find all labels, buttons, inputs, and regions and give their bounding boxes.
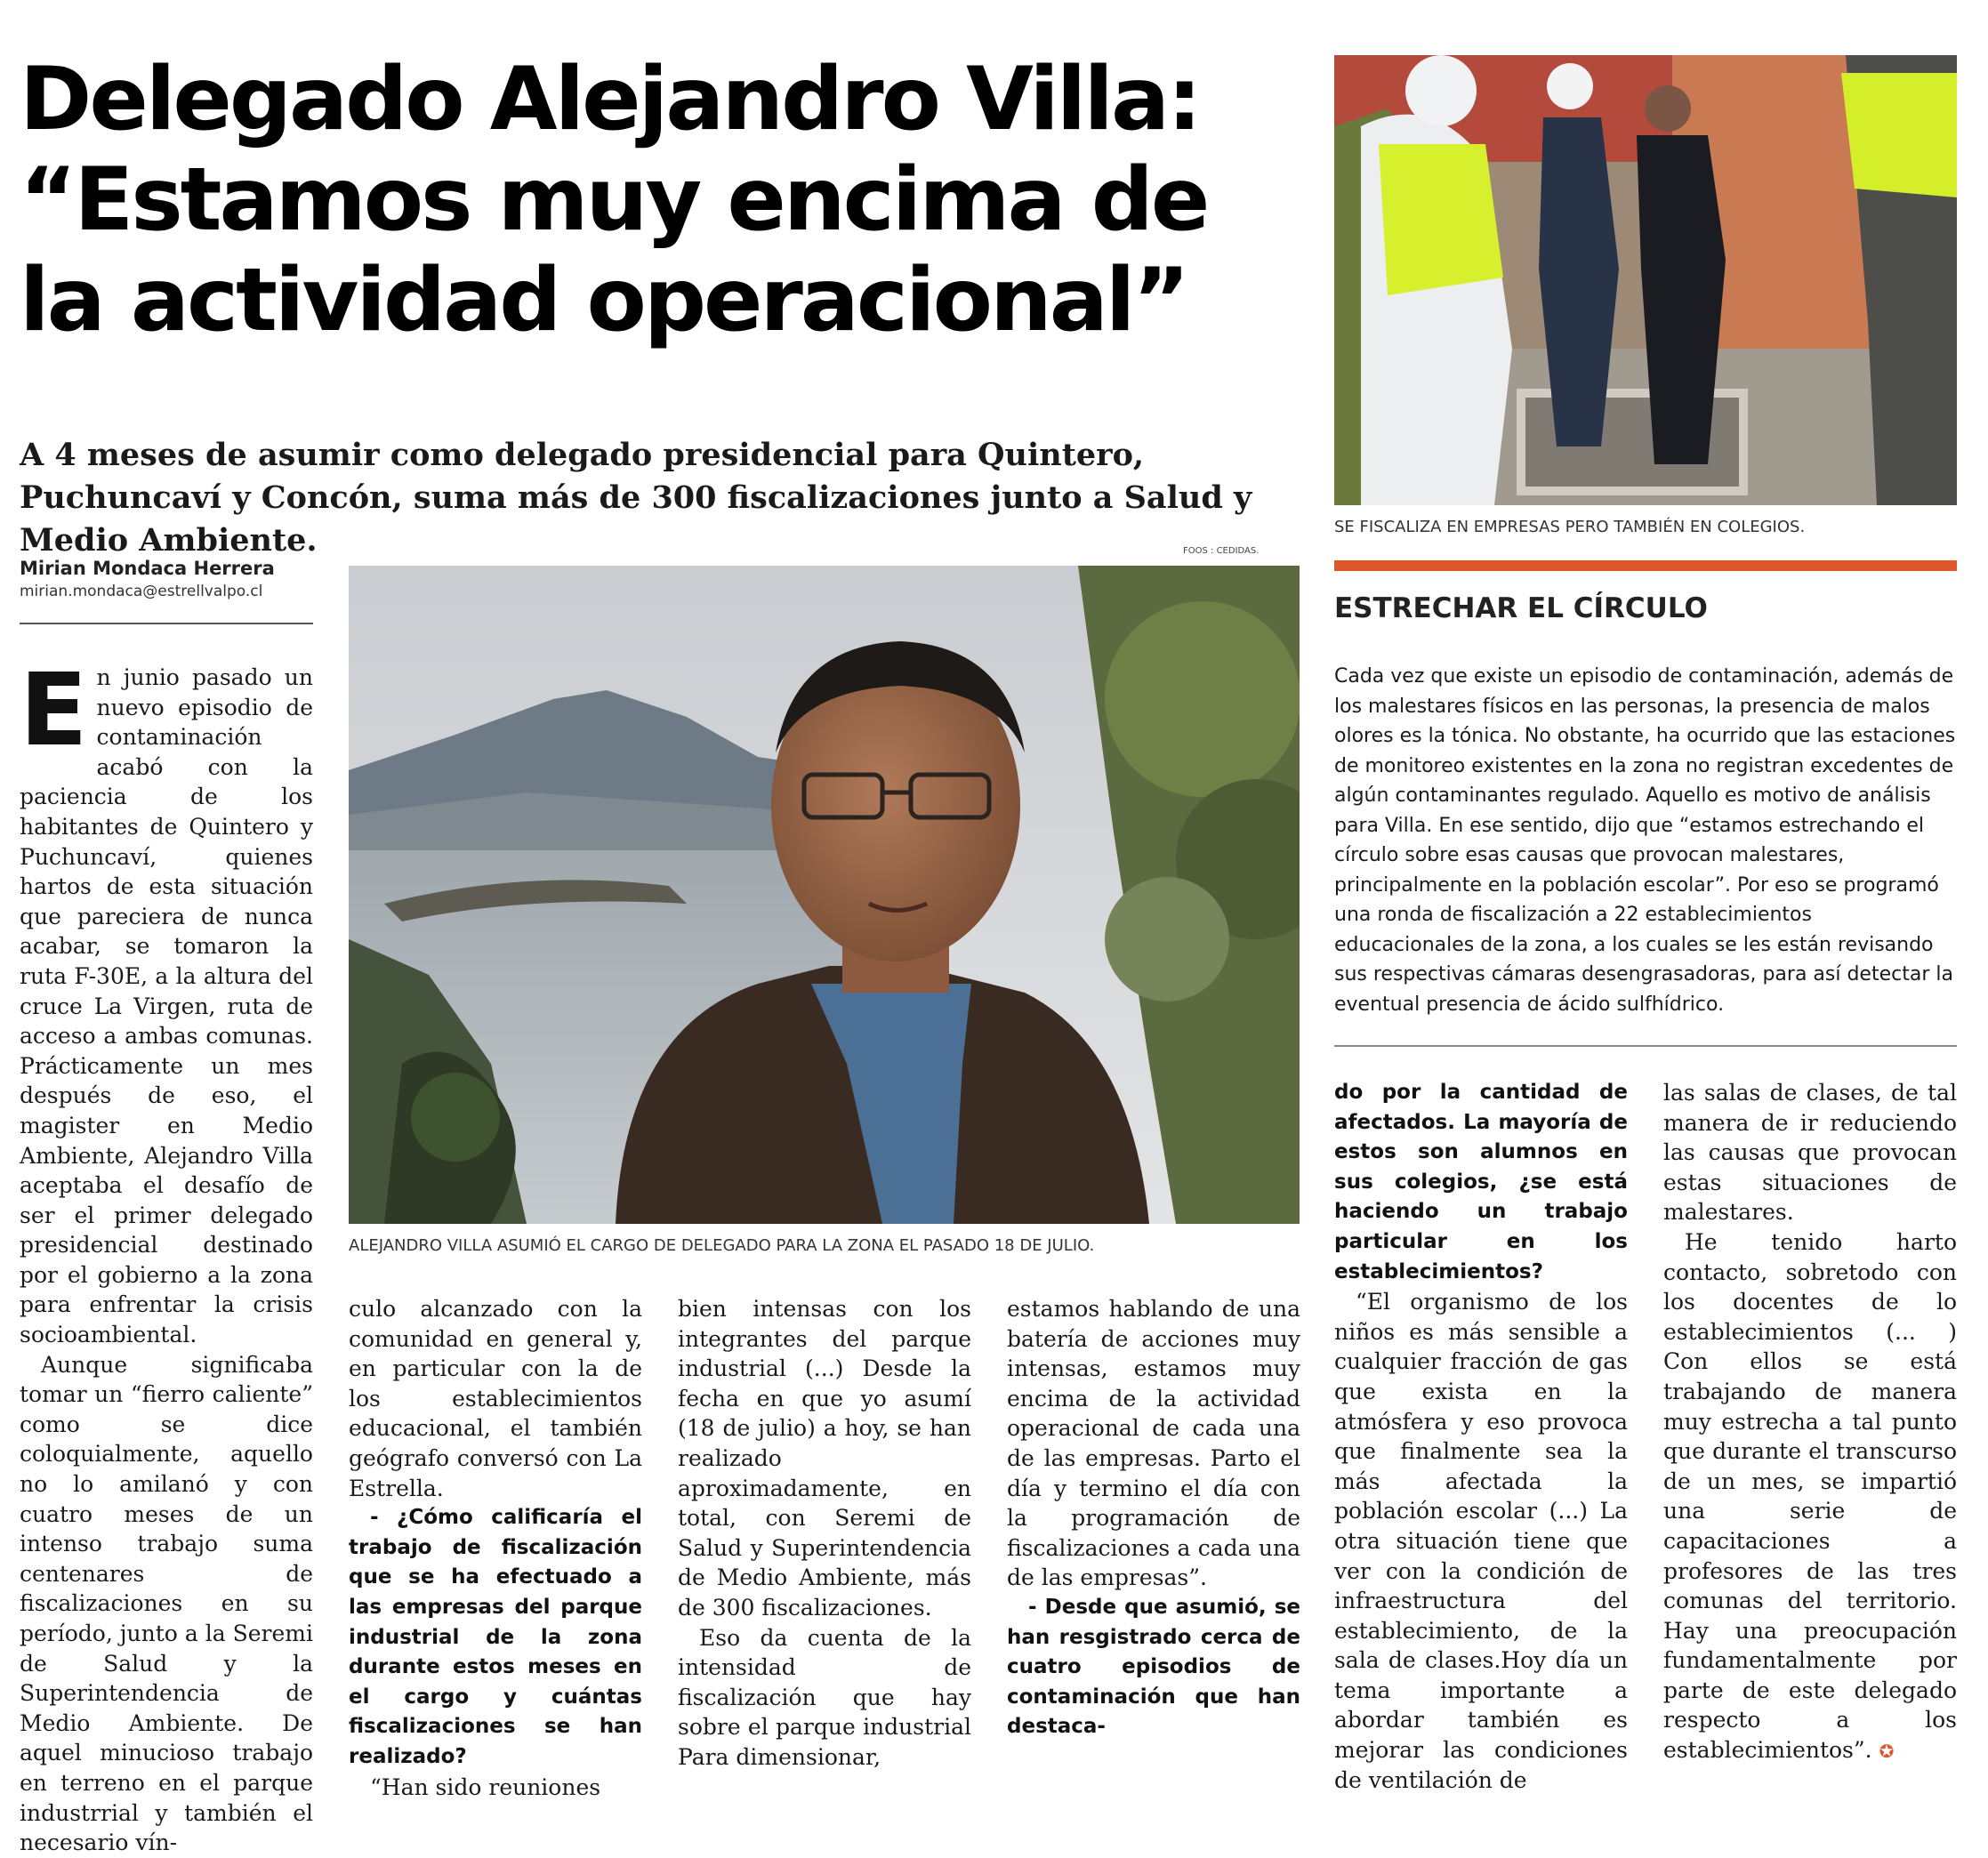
article-column-2 <box>349 1294 642 1802</box>
headline <box>20 50 1300 351</box>
paragraph: Aunque significaba tomar un “fierro caliente” como se dice coloquialmente, aquello no lo amilanó y con cuatro meses de un intenso trabajo suma centenares de fiscalizaciones en su período, junto a la Seremi de Salud y la Superintendencia de Medio Ambiente. De aquel minucioso trabajo en terreno en el parque industrrial y también el necesario vín- <box>20 1351 313 1856</box>
article-column-6 <box>1663 1078 1957 1767</box>
byline-name: Mirian Mondaca Herrera <box>20 558 275 579</box>
inspection-photo-illustration <box>1334 55 1957 505</box>
interview-question-continued: do por la cantidad de afectados. La mayoría de estos son alumnos en sus colegios, ¿se está haciendo un trabajo particular en los establecimientos? <box>1334 1081 1628 1283</box>
intro-paragraph <box>20 653 313 1350</box>
sidebar-divider <box>1334 1045 1957 1047</box>
headline-line-3: la actividad operacional” <box>20 250 1187 351</box>
sidebar-body: Cada vez que existe un episodio de contaminación, además de los malestares físicos en las personas, la presencia de malos olores es la tónica. No obstante, ha ocurrido que las estaciones de monitoreo existentes en la zona no registran excedentes de algún contaminantes regulado. Aquello es motivo de análisis para Villa. En ese sentido, dijo que “estamos estrechando el círculo sobre esas causas que provocan malestares, principalmente en la población escolar”. Por eso se programó una ronda de fiscalización a 22 establecimientos educacionales de la zona, a los cuales se les están revisando sus respectivas cámaras desengrasadoras, para así detectar la eventual presencia de ácido sulfhídrico. <box>1334 665 1956 1016</box>
article-column-1 <box>20 653 313 1858</box>
article-column-5 <box>1334 1078 1628 1795</box>
article-column-4 <box>1007 1294 1300 1742</box>
main-photo <box>349 566 1300 1224</box>
paragraph: estamos hablando de una batería de acciones muy intensas, estamos muy encima de la actividad operacional de cada una de las empresas. Parto el día y termino el día con la programación de fiscalizaciones a cada una de las empresas”. <box>1007 1296 1300 1591</box>
byline <box>20 558 313 600</box>
sidebar-accent-bar <box>1334 560 1957 571</box>
intro-text: n junio pasado un nuevo episodio de contaminación acabó con la paciencia de los habitantes de Quintero y Puchuncaví, quienes hartos de esta situación que pareciera de nunca acabar, se tomaron la ruta F-30E, a la altura del cruce La Virgen, ruta de acceso a ambas comunas. Prácticamente un mes después de eso, el magister en Medio Ambiente, Alejandro Villa aceptaba el desafío de ser el primer delegado presidencial destinado por el gobierno a la zona para enfrentar la crisis socioambiental. <box>20 664 313 1348</box>
interview-question: - ¿Cómo calificaría el trabajo de fiscalización que se ha efectuado a las empresas del parque industrial de la zona durante estos meses en el cargo y cuántas fiscalizaciones se han realizado? <box>349 1506 642 1768</box>
interview-question: - Desde que asumió, se han resgistrado cerca de cuatro episodios de contaminación que han destaca- <box>1007 1595 1300 1739</box>
headline-line-1: Delegado Alejandro Villa: <box>20 49 1200 150</box>
paragraph: las salas de clases, de tal manera de ir reduciendo las causas que provocan estas situaciones de malestares. <box>1663 1080 1957 1226</box>
headline-line-2: “Estamos muy encima de <box>20 149 1208 251</box>
paragraph: “El organismo de los niños es más sensible a cualquier fracción de gas que exista en la atmósfera y eso provoca que finalmente sea la más afectada la población escolar (...) La otra situación tiene que ver con la condición de infraestructura del establecimiento, de la sala de clases.Hoy día un tema importante a abordar también es mejorar las condiciones de ventilación de <box>1334 1289 1628 1793</box>
sidebar-title: ESTRECHAR EL CÍRCULO <box>1334 592 1708 624</box>
closing-text: He tenido harto contacto, sobretodo con los docentes de lo establecimientos (... ) Con ellos se está trabajando de manera muy estrecha a tal punto que durante el transcurso de un mes, se impartió una serie de capacitaciones a profesores de las tres comunas del territorio. Hay una preocupación fundamentalmente por parte de este delegado respecto a los establecimientos”. <box>1663 1228 1957 1764</box>
main-photo-caption: ALEJANDRO VILLA ASUMIÓ EL CARGO DE DELEGADO PARA LA ZONA EL PASADO 18 DE JULIO. <box>349 1236 1095 1255</box>
side-photo <box>1334 55 1957 505</box>
portrait-photo-illustration <box>349 566 1300 1224</box>
paragraph: Eso da cuenta de la intensidad de fiscalización que hay sobre el parque industrial Para dimensionar, <box>678 1624 971 1770</box>
paragraph: “Han sido reuniones <box>370 1774 601 1800</box>
byline-divider <box>20 623 313 624</box>
photo-credit: FOOS : CEDIDAS. <box>1183 546 1260 556</box>
closing-paragraph <box>1663 1227 1957 1767</box>
side-photo-caption: SE FISCALIZA EN EMPRESAS PERO TAMBIÉN EN COLEGIOS. <box>1334 518 1806 536</box>
article-column-3 <box>678 1294 971 1773</box>
paragraph: culo alcanzado con la comunidad en general y, en particular con la de los establecimientos educacional, el también geógrafo conversó con La Estrella. <box>349 1296 642 1501</box>
drop-cap: E <box>20 653 88 768</box>
byline-email[interactable]: mirian.mondaca@estrellvalpo.cl <box>20 583 263 600</box>
paragraph: bien intensas con los integrantes del parque industrial (...) Desde la fecha en que yo asumí (18 de julio) a hoy, se han realizado aproximadamente, en total, con Seremi de Salud y Superintendencia de Medio Ambiente, más de 300 fiscalizaciones. <box>678 1296 971 1621</box>
deck-subtitle: A 4 meses de asumir como delegado presidencial para Quintero, Puchuncaví y Concón, suma más de 300 fiscalizaciones junto a Salud y Medio Ambiente. <box>20 437 1252 559</box>
star-end-icon: ✪ <box>1879 1741 1895 1763</box>
